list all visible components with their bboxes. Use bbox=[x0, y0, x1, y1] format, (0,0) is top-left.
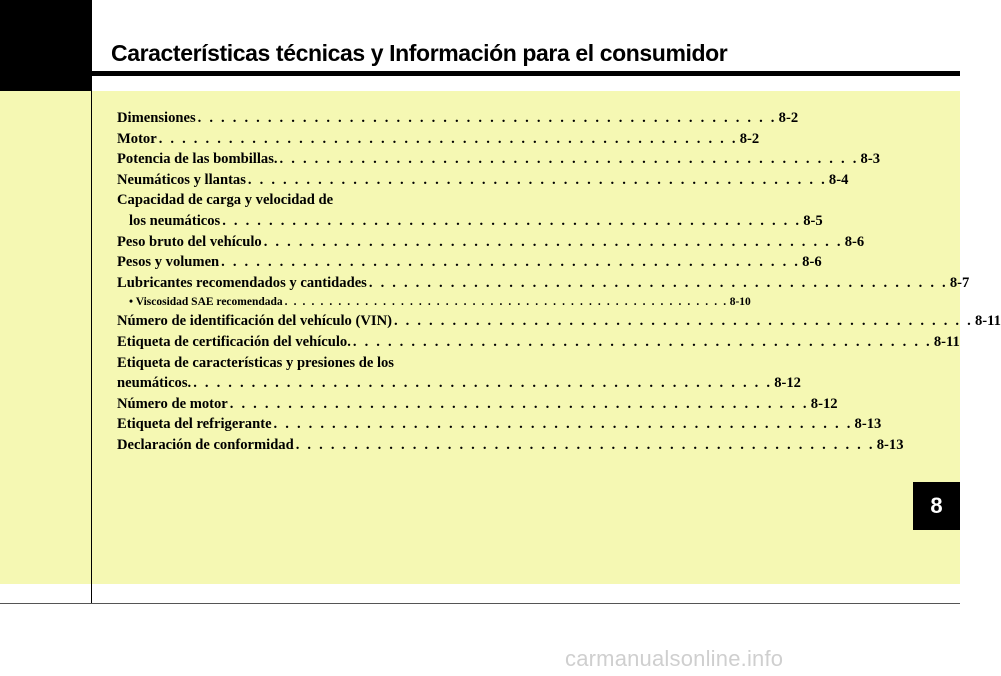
toc-entry-page: 8-12 bbox=[810, 395, 838, 412]
toc-leader-dots: . . . . . . . . . . . . . . . . . . . . . . . . . . . . . . . . . . . . . . . . . . . . . . . . . . bbox=[247, 171, 827, 188]
toc-entry-label: Peso bruto del vehículo bbox=[117, 233, 262, 250]
toc-entry-page: 8-11 bbox=[974, 313, 1001, 330]
toc-entry-page: 8-11 bbox=[933, 333, 960, 350]
toc-entry[interactable] bbox=[117, 394, 838, 415]
header-rule bbox=[91, 71, 960, 76]
footer-rule bbox=[0, 603, 960, 604]
toc-entry-label: Lubricantes recomendados y cantidades bbox=[117, 274, 367, 291]
toc-entry-page: 8-6 bbox=[802, 254, 822, 271]
toc-entry[interactable] bbox=[117, 170, 849, 191]
toc-entry[interactable] bbox=[117, 414, 882, 435]
toc-leader-dots: . . . . . . . . . . . . . . . . . . . . . . . . . . . . . . . . . . . . . . . . . . . . . . . . . . bbox=[193, 375, 773, 392]
toc-entry[interactable] bbox=[117, 149, 881, 170]
toc-entry[interactable] bbox=[117, 435, 904, 456]
toc-leader-dots: . . . . . . . . . . . . . . . . . . . . . . . . . . . . . . . . . . . . . . . . . . . . . . . . . . bbox=[222, 212, 802, 229]
toc-entry-label: Etiqueta de características y presiones de los bbox=[117, 354, 394, 371]
toc-leader-dots: . . . . . . . . . . . . . . . . . . . . . . . . . . . . . . . . . . . . . . . . . . . . . . . . . . bbox=[229, 395, 809, 412]
toc-entry-label: Etiqueta del refrigerante bbox=[117, 416, 272, 433]
toc-entry-page: 8-5 bbox=[803, 212, 823, 229]
toc-entry-label: Capacidad de carga y velocidad de bbox=[117, 192, 334, 209]
toc-leader-dots: . . . . . . . . . . . . . . . . . . . . . . . . . . . . . . . . . . . . . . . . . . . . . . . . . . bbox=[368, 274, 948, 291]
table-of-contents bbox=[117, 108, 1001, 456]
watermark: carmanualsonline.info bbox=[565, 646, 784, 671]
toc-entry-label: Número de motor bbox=[117, 395, 228, 412]
toc-entry-page: 8-7 bbox=[949, 274, 970, 291]
toc-entry[interactable] bbox=[117, 311, 1001, 332]
toc-leader-dots: . . . . . . . . . . . . . . . . . . . . . . . . . . . . . . . . . . . . . . . . . . . . . . . . . . bbox=[393, 313, 973, 330]
toc-entry-page: 8-6 bbox=[844, 233, 865, 250]
toc-leader-dots: . . . . . . . . . . . . . . . . . . . . . . . . . . . . . . . . . . . . . . . . . . . . . . . . . . bbox=[158, 130, 738, 147]
toc-entry[interactable] bbox=[117, 232, 865, 253]
toc-entry-page: 8-13 bbox=[854, 416, 882, 433]
toc-entry[interactable] bbox=[117, 353, 480, 374]
toc-entry-label: Neumáticos y llantas bbox=[117, 171, 246, 188]
toc-entry[interactable] bbox=[117, 373, 801, 394]
toc-entry[interactable] bbox=[117, 252, 822, 273]
toc-leader-dots: . . . . . . . . . . . . . . . . . . . . . . . . . . . . . . . . . . . . . . . . . . . . . . . . . . bbox=[263, 233, 843, 250]
toc-entry-label: Motor bbox=[117, 130, 157, 147]
toc-entry-page: 8-2 bbox=[778, 110, 799, 126]
toc-leader-dots: . . . . . . . . . . . . . . . . . . . . . . . . . . . . . . . . . . . . . . . . . . . . . . . . . . bbox=[197, 110, 777, 126]
toc-entry-label: Dimensiones bbox=[117, 110, 196, 126]
toc-entry-label: Pesos y volumen bbox=[117, 254, 220, 271]
corner-block bbox=[0, 0, 91, 91]
toc-entry-label: Etiqueta de certificación del vehículo. bbox=[117, 333, 351, 350]
left-margin-rule bbox=[91, 0, 92, 604]
toc-entry[interactable] bbox=[117, 190, 480, 211]
toc-leader-dots: . . . . . . . . . . . . . . . . . . . . . . . . . . . . . . . . . . . . . . . . . . . . . . . . . . bbox=[273, 416, 853, 433]
toc-entry-page: 8-13 bbox=[876, 436, 904, 453]
toc-leader-dots: . . . . . . . . . . . . . . . . . . . . . . . . . . . . . . . . . . . . . . . . . . . . . . . . . . bbox=[279, 151, 859, 168]
toc-entry-page: 8-4 bbox=[828, 171, 849, 188]
toc-entry[interactable] bbox=[117, 108, 799, 129]
toc-entry-page: 8-12 bbox=[774, 375, 801, 392]
toc-entry-page: 8-10 bbox=[729, 296, 751, 309]
toc-entry-label: Número de identificación del vehículo (VIN) bbox=[117, 313, 392, 330]
chapter-number: 8 bbox=[930, 493, 943, 518]
toc-leader-dots: . . . . . . . . . . . . . . . . . . . . . . . . . . . . . . . . . . . . . . . . . . . . . . . . . . bbox=[284, 296, 728, 309]
toc-entry-label: Potencia de las bombillas. bbox=[117, 151, 278, 168]
toc-leader-dots: . . . . . . . . . . . . . . . . . . . . . . . . . . . . . . . . . . . . . . . . . . . . . . . . . . bbox=[221, 254, 801, 271]
toc-leader-dots: . . . . . . . . . . . . . . . . . . . . . . . . . . . . . . . . . . . . . . . . . . . . . . . . . . bbox=[352, 333, 932, 350]
toc-entry[interactable] bbox=[117, 293, 751, 311]
toc-entry[interactable] bbox=[117, 332, 960, 353]
toc-entry-label: neumáticos. bbox=[117, 375, 192, 392]
toc-entry-label: Declaración de conformidad bbox=[117, 436, 294, 453]
toc-entry-page: 8-2 bbox=[739, 130, 760, 147]
toc-leader-dots: . . . . . . . . . . . . . . . . . . . . . . . . . . . . . . . . . . . . . . . . . . . . . . . . . . bbox=[295, 436, 875, 453]
page-title: Características técnicas y Información para el consumidor bbox=[111, 40, 728, 66]
toc-entry-label: los neumáticos bbox=[129, 212, 221, 229]
toc-entry-label: • Viscosidad SAE recomendada bbox=[129, 296, 283, 309]
toc-entry[interactable] bbox=[117, 273, 970, 294]
toc-entry[interactable] bbox=[117, 129, 760, 150]
toc-entry-page: 8-3 bbox=[860, 151, 881, 168]
chapter-tab[interactable] bbox=[913, 482, 960, 530]
toc-entry[interactable] bbox=[117, 211, 823, 232]
